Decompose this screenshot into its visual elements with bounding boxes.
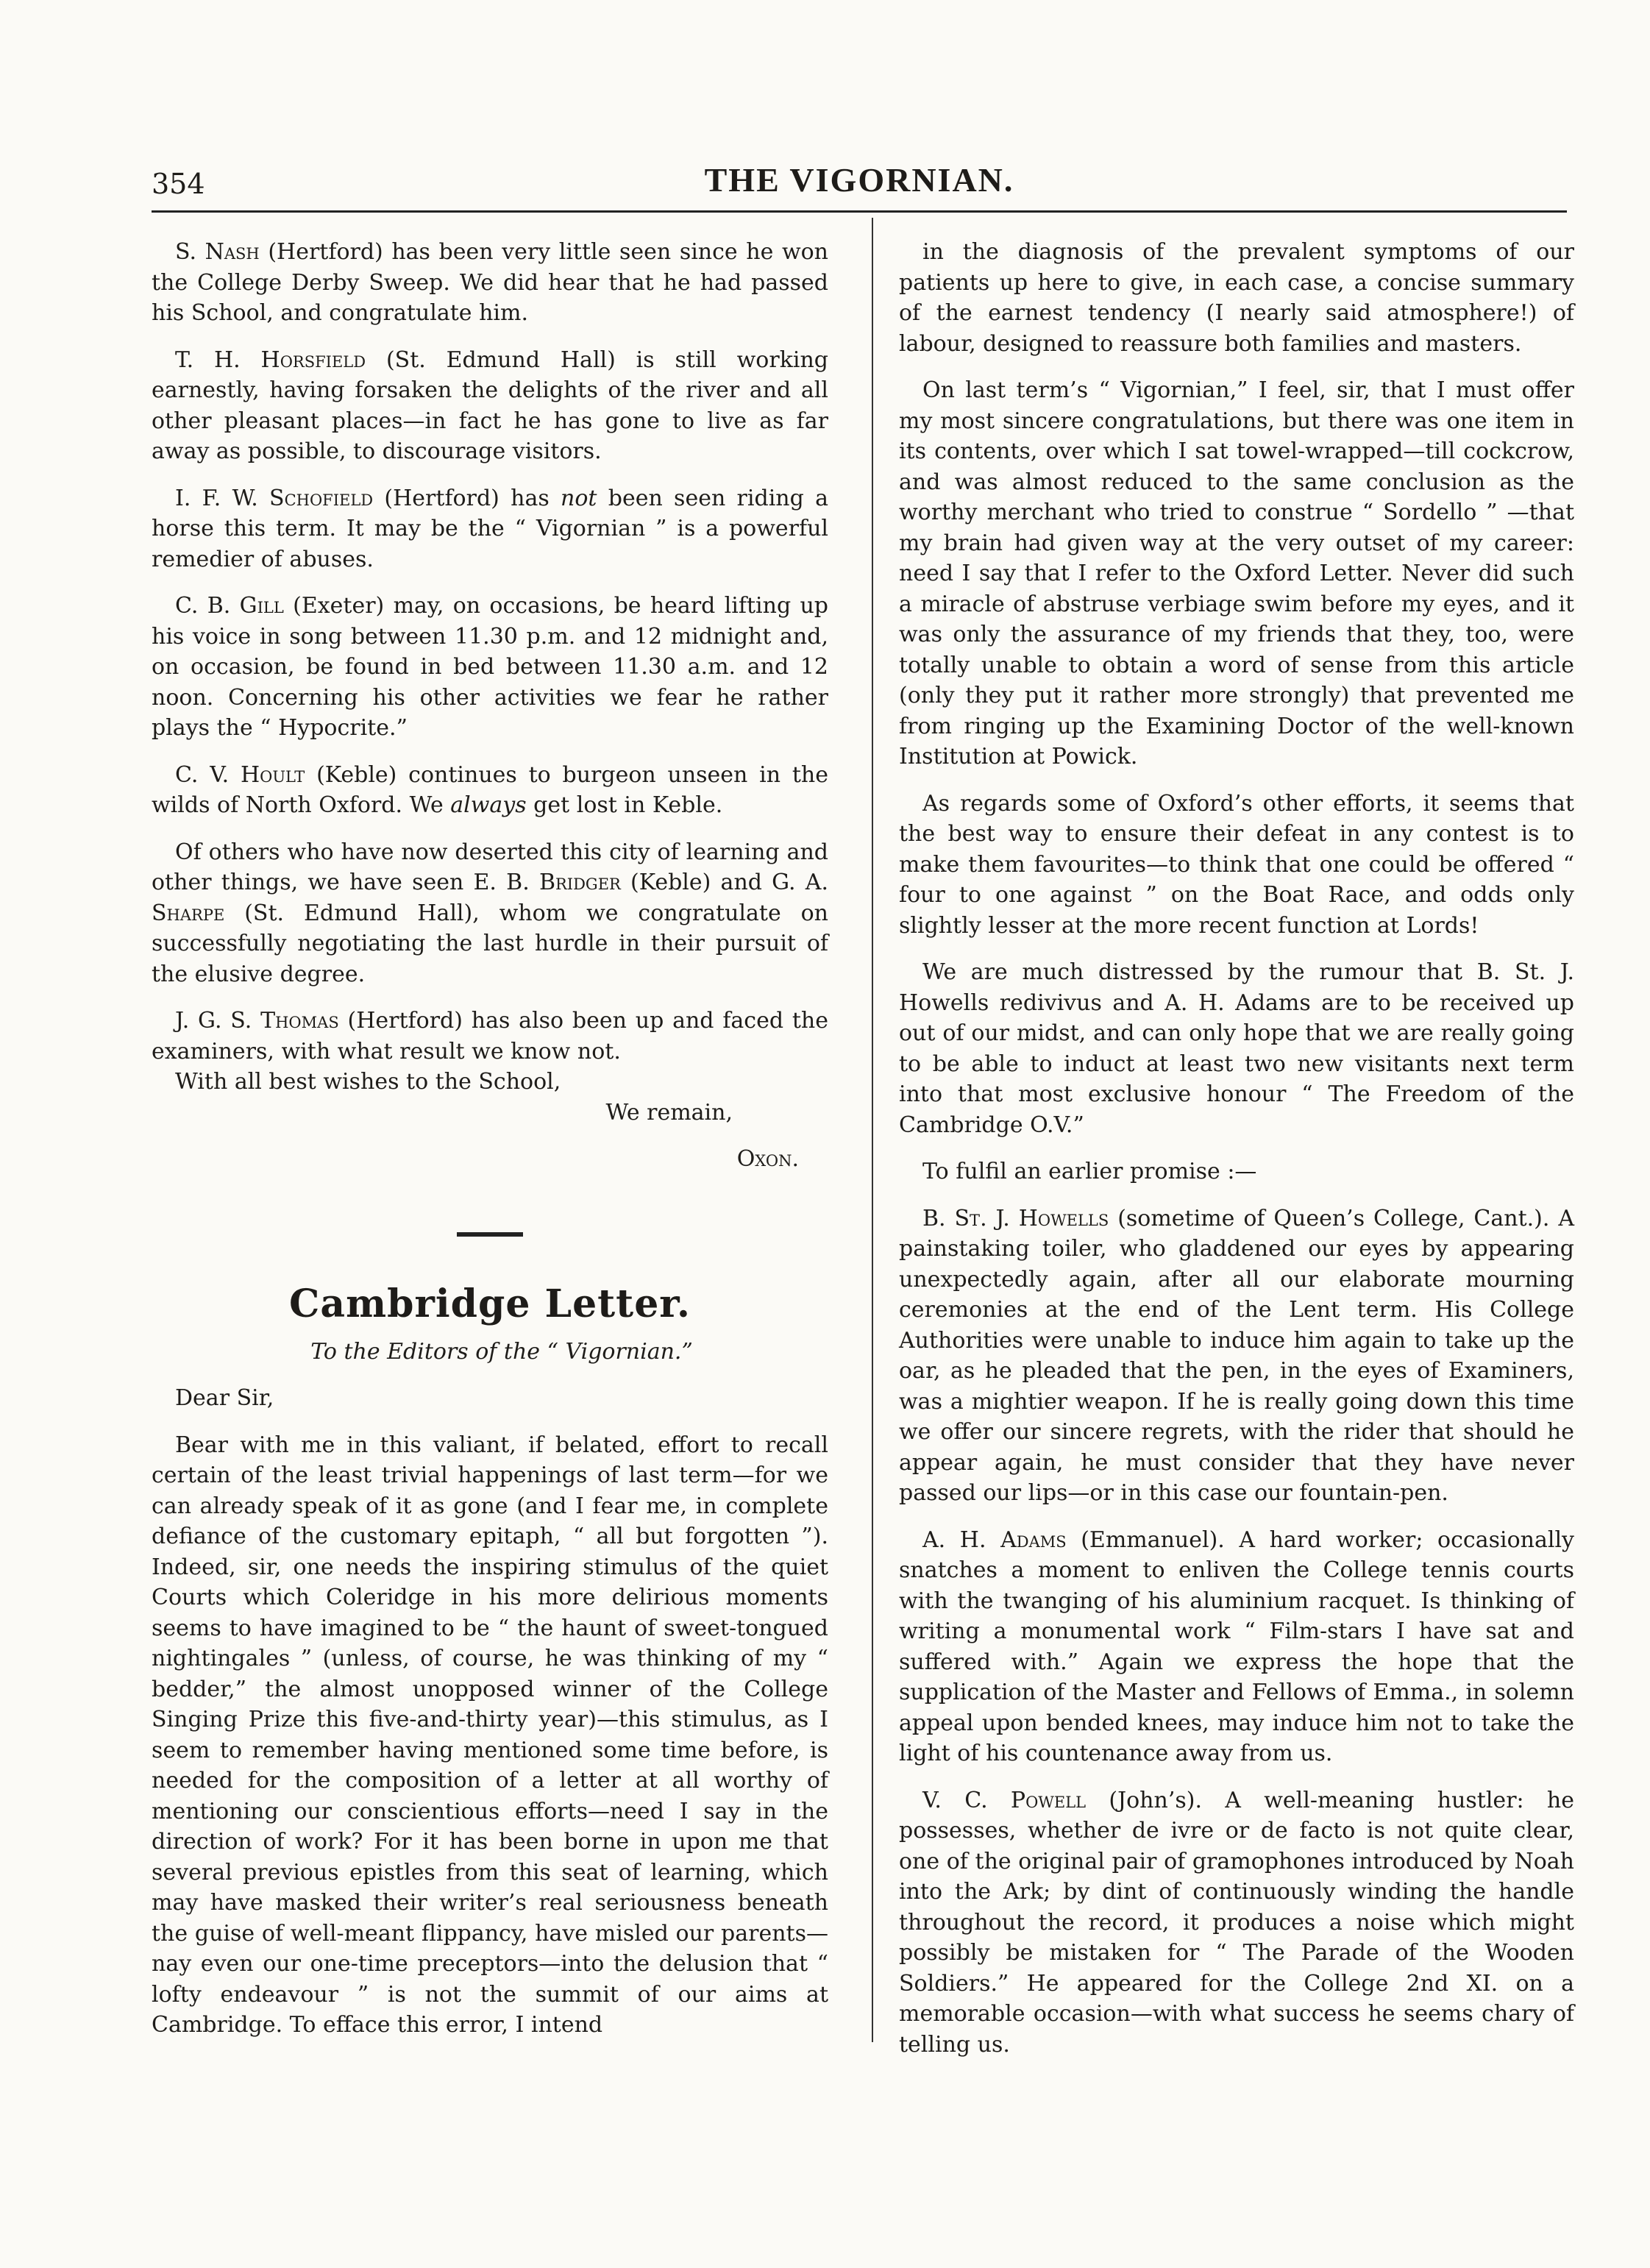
cambridge-paragraph-promise: To fulfil an earlier promise :— (922, 1159, 1257, 1184)
cambridge-paragraph-congratulations: On last term’s “ Vigornian,” I feel, sir, that I must offer my most sincere congratulations, but there was one item in its contents, over which I sat towel-wrapped—till cockcrow, and was almost reduced to the same conclusion as the worthy merchant who tried to construe “ Sordello ” —that my brain had given way at the very outset of my career: need I say that I refer to the Oxford Letter. Never did such a miracle of abstruse verbiage swim before my eyes, and it was only the assurance of my friends that they, too, were totally unable to obtain a word of sense from this article (only they put it rather more strongly) that prevented me from ringing up the Examining Doctor of the well-known Institution at Powick. (899, 377, 1574, 769)
left-column (152, 237, 828, 2057)
oxford-paragraph-schofield: I. F. W. Schofield (Hertford) has not been seen riding a horse this term. It may be the “ Vigornian ” is a powerful remedier of abuses. (152, 485, 828, 572)
cambridge-paragraph-powell: V. C. Powell (John’s). A well-meaning hustler: he possesses, whether de ivre or de facto is not quite clear, one of the original pair of gramophones introduced by Noah into the Ark; by dint of continuously winding the handle throughout the record, it produces a noise which might possibly be mistaken for “ The Parade of the Wooden Soldiers.” He appeared for the College 2nd XI. on a memorable occasion—with what success he seems chary of telling us. (899, 1787, 1574, 2058)
cambridge-paragraph-favourites: As regards some of Oxford’s other efforts, it seems that the best way to ensure their defeat in any contest is to make them favourites—to think that one could be offered “ four to one against ” on the Boat Race, and odds only slightly lesser at the more recent function at Lords! (899, 790, 1574, 939)
emphasis: always (450, 792, 527, 818)
person-name: V. C. Powell (922, 1787, 1087, 1813)
section-divider (457, 1232, 523, 1237)
oxford-closing-wishes: With all best wishes to the School, (175, 1069, 561, 1095)
cambridge-paragraph-intro: Bear with me in this valiant, if belated, effort to recall certain of the least trivial happenings of last term—for we can already speak of it as gone (and I fear me, in complete defiance of the customary epitaph, “ all but forgotten ”). Indeed, sir, one needs the inspiring stimulus of the quiet Courts which Coleridge in his more delirious moments seems to have imagined to be “ the haunt of sweet-tongued nightingales ” (unless, of course, he was thinking of my “ bedder,” the almost unopposed winner of the College Singing Prize this five-and-thirty year)—this stimulus, as I seem to remember having mentioned some time before, is needed for the composition of a letter at all worthy of mentioning our conscientious efforts—need I say in the direction of work? For it has been borne in upon me that several previous epistles from this seat of learning, which may have masked their writer’s real seriousness beneath the guise of well-meant flippancy, have misled our parents—nay even our one-time preceptors—into the delusion that “ lofty endeavour ” is not the summit of our aims at Cambridge. To efface this error, I intend (152, 1432, 828, 2038)
oxford-paragraph-horsfield: T. H. Horsfield (St. Edmund Hall) is still working earnestly, having forsaken the delights of the river and all other pleasant places—in fact he has gone to live as far away as possible, to discourage visitors. (152, 346, 828, 464)
person-name: C. B. Gill (175, 593, 284, 619)
person-name: A. H. Adams (922, 1526, 1067, 1553)
emphasis: not (561, 485, 597, 511)
person-name: Bridger (538, 870, 621, 895)
oxford-paragraph-hoult: C. V. Hoult (Keble) continues to burgeon unseen in the wilds of North Oxford. We always get lost in Keble. (152, 761, 828, 818)
person-name: Sharpe (152, 900, 225, 926)
signoff-name: Oxon. (736, 1146, 799, 1172)
right-column (899, 237, 1574, 2076)
person-name: S. Nash (175, 239, 260, 265)
oxford-paragraph-gill: C. B. Gill (Exeter) may, on occasions, be heard lifting up his voice in song between 11.30 p.m. and 12 midnight and, on occasion, be found in bed between 11.30 a.m. and 12 noon. Concerning his other activities we fear he rather plays the “ Hypocrite.” (152, 593, 828, 741)
oxford-paragraph-nash: S. Nash (Hertford) has been very little seen since he won the College Derby Sweep. We did hear that he had passed his School, and congratulate him. (152, 239, 829, 326)
person-name: J. G. S. Thomas (175, 1008, 339, 1034)
person-name: T. H. Horsfield (175, 346, 366, 373)
column-divider (872, 218, 873, 2042)
person-name: B. St. J. Howells (922, 1205, 1109, 1231)
section-title: Cambridge Letter. (288, 1281, 691, 1326)
page-header (152, 160, 1567, 205)
page-number: 354 (152, 168, 205, 200)
cambridge-paragraph-rumour: We are much distressed by the rumour that B. St. J. Howells redivivus and A. H. Adams are to be received up out of our midst, and can only hope that we are really going to be able to induct at least two new visitants next term into that most exclusive honour “ The Freedom of the Cambridge O.V.” (899, 959, 1574, 1138)
person-name: I. F. W. Schofield (175, 485, 374, 511)
oxford-paragraph-others: Of others who have now deserted this city of learning and other things, we have seen E. B. Bridger (Keble) and G. A. Sharpe (St. Edmund Hall), whom we congratulate on successfully negotiating the last hurdle in their pursuit of the elusive degree. (152, 839, 828, 987)
signoff-remain: We remain, (605, 1099, 733, 1126)
oxford-paragraph-thomas: J. G. S. Thomas (Hertford) has also been up and faced the examiners, with what result we know not. (152, 1008, 829, 1064)
letter-salutation: Dear Sir, (175, 1385, 274, 1411)
running-title: THE VIGORNIAN. (704, 161, 1014, 199)
header-rule (152, 210, 1567, 213)
letter-address: To the Editors of the “ Vigornian.” (310, 1338, 693, 1365)
cambridge-paragraph-diagnosis: in the diagnosis of the prevalent symptoms of our patients up here to give, in each case, a concise summary of the earnest tendency (I nearly said atmosphere!) of labour, designed to reassure both families and masters. (899, 239, 1574, 357)
cambridge-paragraph-howells: B. St. J. Howells (sometime of Queen’s College, Cant.). A painstaking toiler, who gladdened our eyes by appearing unexpectedly again, after all our elaborate mourning ceremonies at the end of the Lent term. His College Authorities were unable to induce him again to take up the oar, as he pleaded that the pen, in the eyes of Examiners, was a mightier weapon. If he is really going down this time we offer our sincere regrets, with the rider that should he appear again, he must consider that they have never passed our lips—or in this case our fountain-pen. (899, 1205, 1574, 1506)
person-name: C. V. Hoult (175, 761, 305, 788)
cambridge-paragraph-adams: A. H. Adams (Emmanuel). A hard worker; occasionally snatches a moment to enliven the College tennis courts with the twanging of his aluminium racquet. Is thinking of writing a monumental work “ Film-stars I have sat and suffered with.” Again we express the hope that the supplication of the Master and Fellows of Emma., in solemn appeal upon bended knees, may induce him not to take the light of his countenance away from us. (899, 1526, 1575, 1766)
